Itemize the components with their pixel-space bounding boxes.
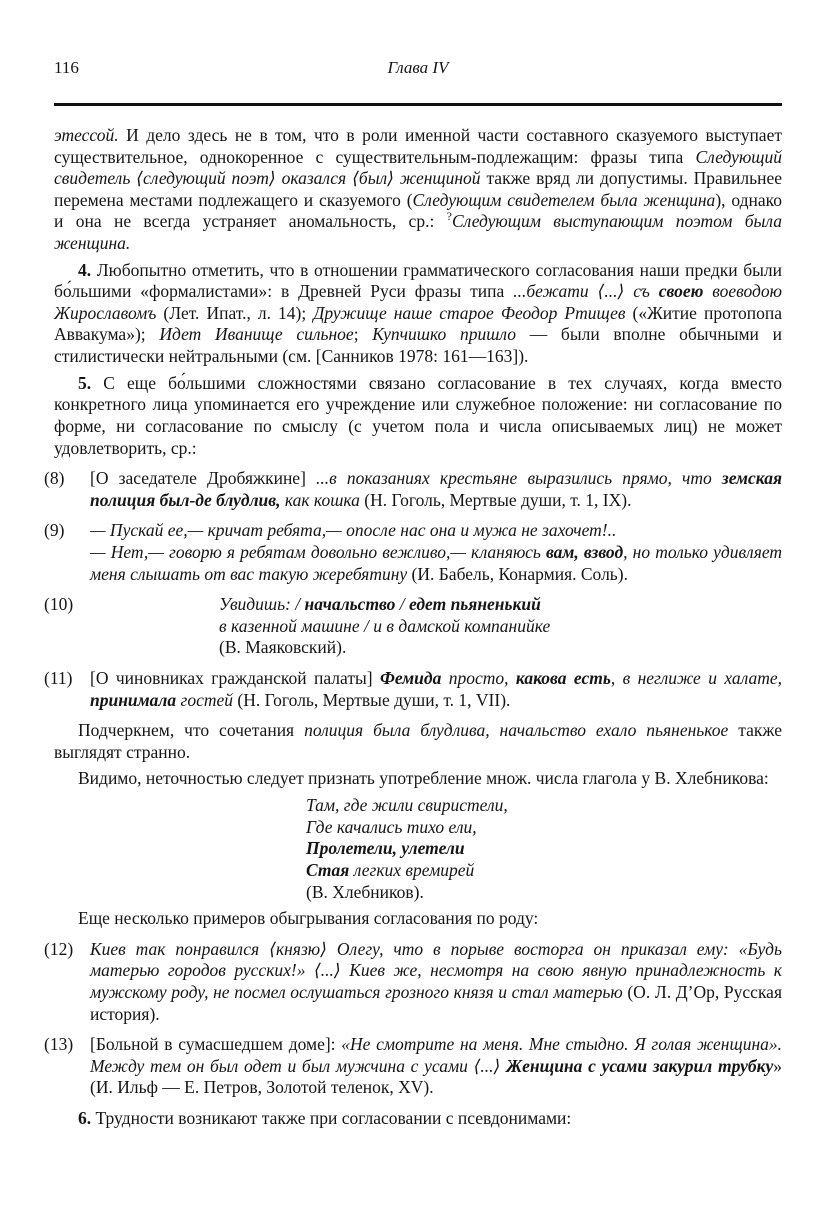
text-run: [Больной в сумасшедшем доме]: — [90, 1034, 342, 1055]
text-run: этессой. — [54, 125, 119, 145]
text-run: («Житие протопопа Аввакума»); — [54, 302, 783, 345]
page-body — [44, 125, 783, 1130]
header-rule — [54, 103, 782, 106]
example-11 — [44, 668, 783, 711]
paragraph — [54, 720, 782, 763]
text-run: И дело здесь не в том, что в роли именной части составного сказуемого выступает существительное, однокоренное с существительным-подлежащим: фразы типа — [54, 125, 782, 167]
text-run: — Нет,— говорю я ребятам довольно вежливо,— кланяюсь — [90, 541, 546, 562]
text-run: Пролетели, улетели — [306, 838, 465, 859]
text-run: вам, взвод — [545, 541, 624, 562]
text-run: ; — [353, 324, 373, 345]
text-run: Трудности возникают также при согласовании с псевдонимами: — [91, 1107, 572, 1128]
text-run: земская полиция был-де блудлив, — [90, 468, 782, 510]
text-run: принимала — [90, 689, 177, 710]
text-run: Где качались тихо ели, — [306, 816, 477, 837]
text-run: / — [395, 594, 410, 615]
text-run: начальство — [304, 594, 396, 615]
text-run: С еще бо́льшими сложностями связано согласование в тех случаях, когда вместо конкретного лица упоминается его учреждение или служебное положение: ни согласование по форме, ни согласование по смыслу (с учетом пола и числа описываемых лиц) не может удовлетворить, ср.: — [54, 372, 782, 458]
text-run: Стая — [306, 859, 350, 880]
text-run: своею — [658, 281, 704, 302]
text-run: Фемида — [379, 668, 442, 689]
example-number: (9) — [44, 520, 65, 541]
text-run: (И. Бабель, Конармия. Соль). — [407, 563, 628, 584]
text-run: — Пускай ее,— кричат ребята,— опосле нас она и мужа не захочет!.. — [90, 520, 617, 541]
text-run: «Не смотрите на меня. Мне стыдно. Я голая женщина». Между тем он был одет и был мужчина с усами ⟨...⟩ — [90, 1034, 782, 1076]
text-run: , но только удивляет меня слышать от вас такую жеребятину — [90, 541, 783, 584]
text-run: (Н. Гоголь, Мертвые души, т. 1, VII). — [233, 689, 511, 710]
text-run: Купчишко пришло — [372, 324, 516, 345]
text-run: Подчеркнем, что сочетания — [78, 720, 305, 741]
text-run: Идет Иванище сильное — [159, 324, 354, 345]
text-run: также выглядят странно. — [54, 720, 782, 762]
text-run: (В. Хлебников). — [306, 881, 424, 902]
example-number: (11) — [44, 668, 73, 689]
text-run: (Н. Гоголь, Мертвые души, т. 1, IX). — [359, 489, 632, 510]
text-run: [О заседателе Дробяжкине] — [90, 468, 317, 489]
example-8 — [44, 468, 782, 511]
example-number: (12) — [44, 938, 74, 959]
text-run: Дружище наше старое Феодор Ртищев — [313, 302, 626, 323]
example-number: (8) — [44, 468, 65, 489]
verse-block — [306, 795, 782, 903]
text-run: (В. Маяковский). — [219, 637, 347, 658]
text-run: 4. — [78, 259, 92, 280]
example-13 — [44, 1034, 782, 1099]
text-run: просто, — [441, 668, 516, 689]
paragraph — [54, 908, 782, 930]
example-9 — [44, 520, 783, 585]
text-run: полиция была блудлива, начальство ехало пьяненькое — [304, 720, 729, 741]
text-run: 6. — [78, 1107, 92, 1128]
text-run: легких времирей — [349, 859, 475, 880]
text-run: ? — [446, 209, 452, 224]
paragraph — [54, 260, 782, 368]
paragraph — [54, 373, 782, 459]
text-run: едет пьяненький — [409, 594, 541, 615]
text-run: Там, где жили свиристели, — [306, 795, 508, 816]
text-run: в казенной машине / и в дамской компанийке — [219, 615, 551, 636]
text-run: — были вполне обычными и стилистически нейтральными (см. [Санников 1978: 161—163]). — [54, 324, 782, 367]
paragraph — [54, 768, 782, 790]
example-10 — [44, 594, 782, 659]
text-run: Киев так понравился ⟨князю⟩ Олегу, что в порыве восторга он приказал ему: «Будь матерью городов русских!» ⟨...⟩ Киев же, несмотря на свою явную принадлежность к мужскому роду, не посмел ослушаться грозного князя и стал матерью — [90, 938, 782, 1002]
text-run: Еще несколько примеров обыгрывания согласования по роду: — [78, 908, 539, 929]
text-run: [О чиновниках гражданской палаты] — [90, 668, 380, 689]
text-run: Женщина с усами закурил трубку — [506, 1055, 774, 1076]
paragraph — [54, 125, 782, 255]
text-run: как кошка — [280, 489, 360, 510]
paragraph — [54, 1108, 782, 1130]
chapter-title: Глава IV — [387, 58, 449, 77]
text-run: Увидишь: / — [219, 594, 305, 615]
text-run: ), однако и она не всегда устраняет аномальность, ср.: — [54, 189, 782, 232]
example-number: (10) — [44, 594, 74, 615]
text-run: Следующим свидетелем была женщина — [412, 189, 716, 210]
text-run: также вряд ли допустимы. Правильнее перемена местами подлежащего и сказуемого ( — [54, 168, 782, 210]
example-number: (13) — [44, 1034, 74, 1055]
text-run: Следующий свидетель ⟨следующий поэт⟩ оказался ⟨был⟩ женщиной — [54, 146, 782, 189]
text-run: Любопытно отметить, что в отношении грамматического согласования наши предки были бо́льшими «формалистами»: в Древней Руси фразы типа — [54, 259, 782, 302]
text-run: воеводою Жирославомъ — [54, 281, 782, 323]
text-run: (Лет. Ипат., л. 14); — [156, 302, 314, 323]
text-run: » (И. Ильф — Е. Петров, Золотой теленок, XV). — [90, 1055, 782, 1098]
page-number: 116 — [54, 58, 79, 77]
text-run: Видимо, неточностью следует признать употребление множ. числа глагола у В. Хлебникова: — [78, 768, 769, 789]
text-run: гостей — [176, 689, 234, 710]
text-run: , в неглиже и халате, — [610, 668, 783, 689]
text-run: ...в показаниях крестьяне выразились прямо, что — [316, 468, 722, 489]
example-12 — [44, 938, 782, 1025]
page-header — [54, 58, 782, 80]
text-run: (О. Л. Д’Ор, Русская история). — [90, 981, 782, 1024]
text-run: 5. — [78, 372, 92, 393]
text-run: какова есть — [515, 668, 611, 689]
text-run: Следующим выступающим поэтом была женщина. — [54, 211, 782, 254]
text-run: ...бежати ⟨...⟩ съ — [513, 281, 659, 302]
